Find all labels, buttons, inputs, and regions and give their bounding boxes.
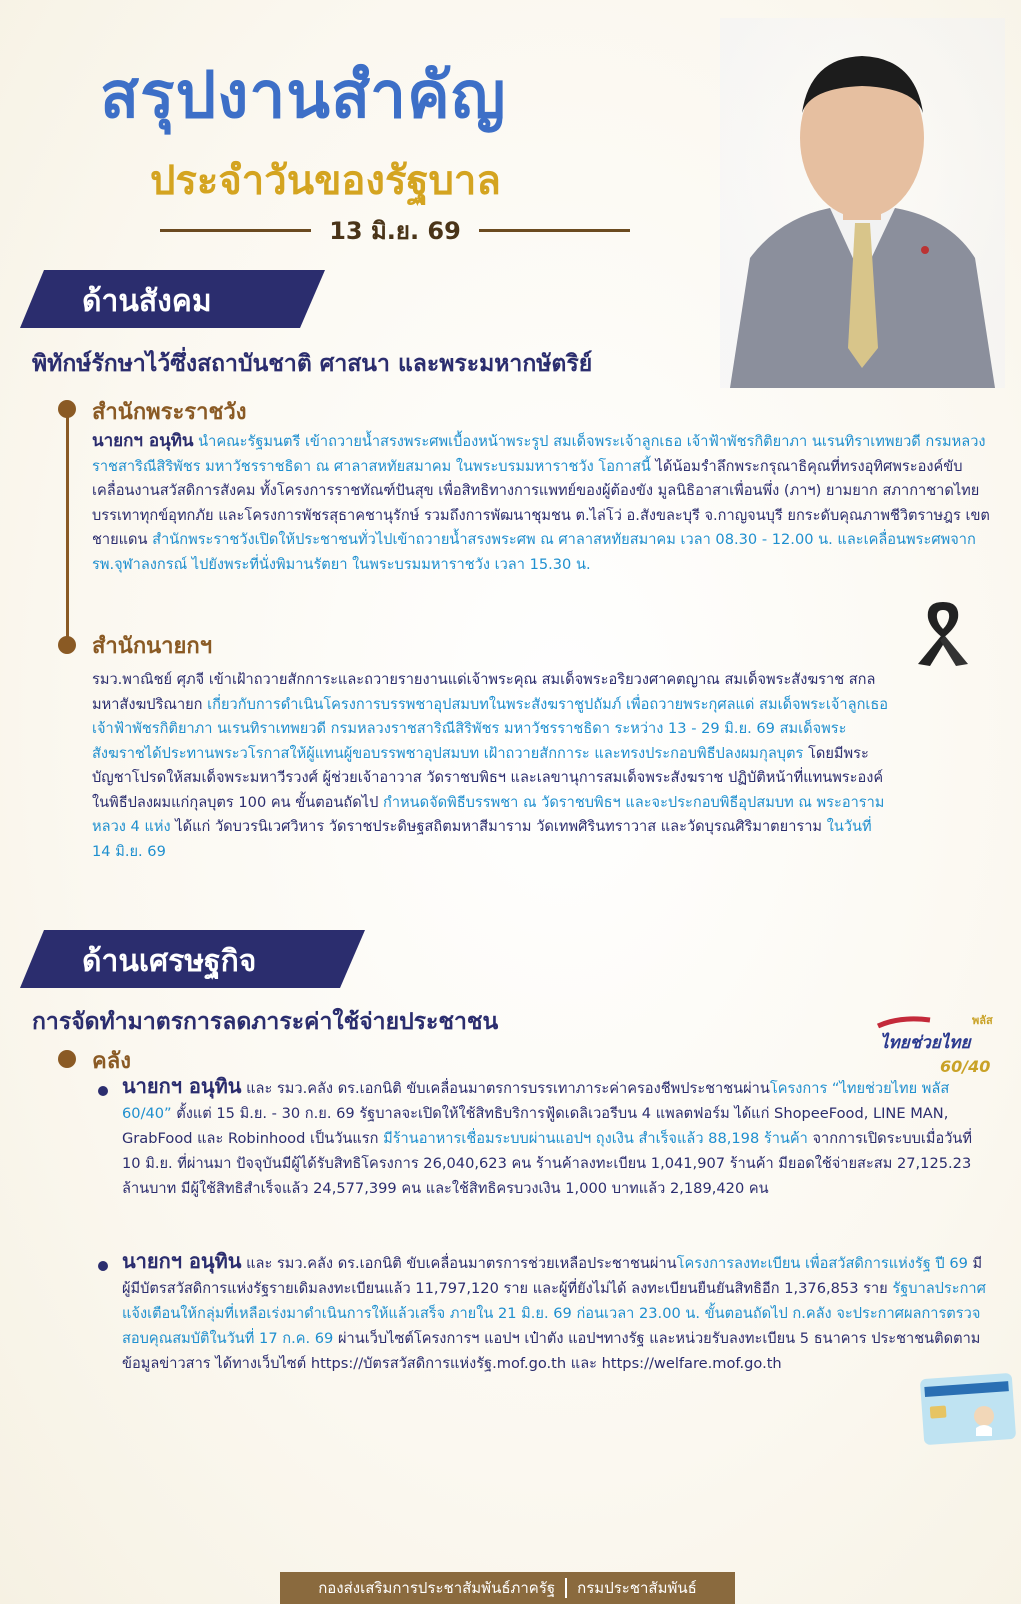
org-palace: สำนักพระราชวัง: [92, 400, 247, 425]
item2-text-2: โครงการลงทะเบียน เพื่อสวัสดิการแห่งรัฐ ปี 69: [676, 1255, 968, 1272]
item1-text-1: และ รมว.คลัง ดร.เอกนิติ ขับเคลื่อนมาตรการบรรเทาภาระค่าครองชีพประชาชนผ่าน: [241, 1080, 770, 1097]
pm-text-1: รมว.พาณิชย์ ศุภจี เข้าเฝ้าถวายสักการะและถวายรายงานแด่เจ้าพระคุณ สมเด็จพระอริยวงศาคตญาณ สมเด็จพระสังฆราช สกลมหาสังฆปริณายก: [92, 671, 876, 713]
divider-line-right: [479, 229, 630, 232]
palace-text-2: ได้น้อมรำลึกพระกรุณาธิคุณที่ทรงอุทิศพระองค์ขับเคลื่อนงานสวัสดิการสังคม ทั้งโครงการราชทัณฑ์ปันสุข เพื่อสิทธิทางการแพทย์ของผู้ต้องขัง มูลนิธิอาสาเพื่อนพึ่ง (ภาฯ) ยามยาก สภากาชาดไทย บรรเทาทุกข์อุทกภัย และโครงการพัชรสุธาคชานุรักษ์ รวมถึงการพัฒนาชุมชน ต.ไล่โว่ อ.สังขละบุรี จ.กาญจนบุรี ยกระดับคุณภาพชีวิตราษฎร เขตชายแดน: [92, 457, 990, 548]
divider-line-left: [160, 229, 311, 232]
item2-text-4: รัฐบาลประกาศแจ้งเตือนให้กลุ่มที่เหลือเร่งมาดำเนินการให้แล้วเสร็จ ภายใน 21 มิ.ย. 69 ก่อนเวลา 23.00 น. ขั้นตอนถัดไป ก.คลัง จะประกาศผลการตรวจสอบคุณสมบัติในวันที่ 17 ก.ค. 69: [122, 1280, 986, 1347]
page-title: สรุปงานสำคัญ: [100, 59, 507, 133]
timeline-dot: [58, 636, 76, 654]
date-row: [160, 212, 630, 248]
finance-item-1: [122, 1074, 987, 1201]
mourning-ribbon-icon: [908, 594, 978, 670]
social-headline: พิทักษ์รักษาไว้ซึ่งสถาบันชาติ ศาสนา และพระมหากษัตริย์: [32, 351, 593, 377]
pm-office-paragraph: [92, 668, 892, 864]
item2-text-3: มีผู้มีบัตรสวัสดิการแห่งรัฐรายเดิมลงทะเบียนแล้ว 11,797,120 ราย และผู้ที่ยังไม่ได้ ลงทะเบียนยืนยันสิทธิอีก 1,376,853 ราย: [122, 1255, 983, 1297]
portrait-photo: [720, 18, 1005, 388]
footer-bar: [280, 1572, 735, 1604]
logo-text-plus: พลัส: [972, 1014, 993, 1027]
person-name: นายกฯ อนุทิน: [122, 1249, 242, 1273]
timeline-dot: [58, 400, 76, 418]
welfare-card-image: [918, 1370, 1018, 1448]
logo-text-6040: 60/40: [940, 1057, 991, 1076]
item1-text-5: จากการเปิดระบบเมื่อวันที่ 10 มิ.ย. ที่ผ่านมา: [122, 1130, 973, 1172]
pm-text-4: กำหนดจัดพิธีบรรพชา ณ วัดราชบพิธฯ และจะประกอบพิธีอุปสมบท ณ พระอารามหลวง 4 แห่ง: [92, 793, 885, 835]
logo-text-main: ไทยช่วยไทย: [880, 1033, 971, 1053]
footer-separator: [565, 1578, 567, 1598]
pm-text-5: ได้แก่ วัดบวรนิเวศวิหาร วัดราชประดิษฐสถิตมหาสีมาราม วัดเทพศิรินทราวาส และวัดบุรณศิริมาตยาราม: [175, 818, 827, 835]
bullet-dot: [98, 1086, 108, 1096]
date-label: 13 มิ.ย. 69: [329, 216, 461, 245]
page-subtitle: ประจำวันของรัฐบาล: [150, 158, 501, 204]
person-name: นายกฯ อนุทิน: [122, 1074, 242, 1098]
pm-text-2: เกี่ยวกับการดำเนินโครงการบรรพชาอุปสมบทในพระสังฆราชูปถัมภ์ เพื่อถวายพระกุศลแด่ สมเด็จพระเจ้าลูกเธอ เจ้าฟ้าพัชรกิติยาภา นเรนทิราเทพยวดี กรมหลวงราชสาริณีสิริพัชร มหาวัชรราชธิดา ระหว่าง 13 - 29 มิ.ย. 69 สมเด็จพระสังฆราชได้ประทานพระวโรกาสให้ผู้แทนผู้ขอบรรพชาอุปสมบท เฝ้าถวายสักการะ และทรงประกอบพิธีปลงผมกุลบุตร: [92, 695, 889, 762]
palace-paragraph: [92, 429, 992, 577]
footer-left: กองส่งเสริมการประชาสัมพันธ์ภาครัฐ: [318, 1579, 556, 1597]
tab-economy: [20, 930, 325, 988]
palace-text-1: นำคณะรัฐมนตรี เข้าถวายน้ำสรงพระศพเบื้องหน้าพระรูป สมเด็จพระเจ้าลูกเธอ เจ้าฟ้าพัชรกิติยาภา นเรนทิราเทพยวดี กรมหลวงราชสาริณีสิริพัชร มหาวัชรราชธิดา ณ ศาลาสหทัยสมาคม ในพระบรมมหาราชวัง โอกาสนี้: [92, 433, 986, 475]
pm-text-6: ในวันที่ 14 มิ.ย. 69: [92, 818, 872, 860]
person-name: นายกฯ อนุทิน: [92, 431, 194, 451]
finance-item-2: [122, 1249, 987, 1376]
tab-social-label: ด้านสังคม: [82, 284, 212, 319]
item1-text-2: โครงการ “ไทยช่วยไทย พลัส 60/40”: [122, 1080, 950, 1122]
pm-text-3: โดยมีพระบัญชาโปรดให้สมเด็จพระมหาวีรวงศ์ ผู้ช่วยเจ้าอาวาส วัดราชบพิธฯ และเลขานุการสมเด็จพระสังฆราช ปฏิบัติหน้าที่แทนพระองค์ในพิธีปลงผมแก่กุลบุตร 100 คน ขั้นตอนถัดไป: [92, 744, 884, 811]
timeline-line: [66, 410, 69, 638]
palace-text-3: สำนักพระราชวังเปิดให้ประชาชนทั่วไปเข้าถวายน้ำสรงพระศพ ณ ศาลาสหทัยสมาคม เวลา 08.30 - 12.00 น. และเคลื่อนพระศพจาก รพ.จุฬาลงกรณ์ ไปยังพระที่นั่งพิมานรัตยา ในพระบรมมหาราชวัง เวลา 15.30 น.: [92, 531, 976, 573]
item1-text-3: ตั้งแต่ 15 มิ.ย. - 30 ก.ย. 69 รัฐบาลจะเปิดให้ใช้สิทธิบริการฟู้ดเดลิเวอรีบน 4 แพลตฟอร์ม ได้แก่ ShopeeFood, LINE MAN, GrabFood และ Robinhood เป็นวันแรก: [122, 1105, 949, 1147]
item2-text-5: ผ่านเว็บไซต์โครงการฯ แอปฯ เป๋าตัง แอปฯทางรัฐ และหน่วยรับลงทะเบียน 5 ธนาคาร ประชาชนติดตามข้อมูลข่าวสาร ได้ทางเว็บไซต์ https://บัตรสวัสดิการแห่งรัฐ.mof.go.th และ https://welfare.mof.go.th: [122, 1330, 981, 1372]
tab-social: [20, 270, 325, 328]
thai-chuay-thai-logo: [870, 1008, 1010, 1082]
bullet-dot: [98, 1261, 108, 1271]
economy-headline: การจัดทำมาตรการลดภาระค่าใช้จ่ายประชาชน: [32, 1009, 499, 1035]
org-pm-office: สำนักนายกฯ: [92, 634, 213, 659]
item2-text-1: และ รมว.คลัง ดร.เอกนิติ ขับเคลื่อนมาตรการช่วยเหลือประชาชนผ่าน: [241, 1255, 677, 1272]
timeline-dot: [58, 1050, 76, 1068]
footer-right: กรมประชาสัมพันธ์: [577, 1579, 697, 1597]
item1-text-4: มีร้านอาหารเชื่อมระบบผ่านแอปฯ ถุงเงิน สำเร็จแล้ว 88,198 ร้านค้า: [383, 1130, 808, 1147]
tab-economy-label: ด้านเศรษฐกิจ: [82, 944, 257, 979]
org-finance: คลัง: [92, 1049, 131, 1074]
item1-text-6: ปัจจุบันมีผู้ได้รับสิทธิโครงการ 26,040,623 คน ร้านค้าลงทะเบียน 1,041,907 ร้านค้า มียอดใช้จ่ายสะสม 27,125.23 ล้านบาท มีผู้ใช้สิทธิสำเร็จแล้ว 24,577,399 คน และใช้สิทธิครบวงเงิน 1,000 บาทแล้ว 2,189,420 คน: [122, 1155, 972, 1197]
